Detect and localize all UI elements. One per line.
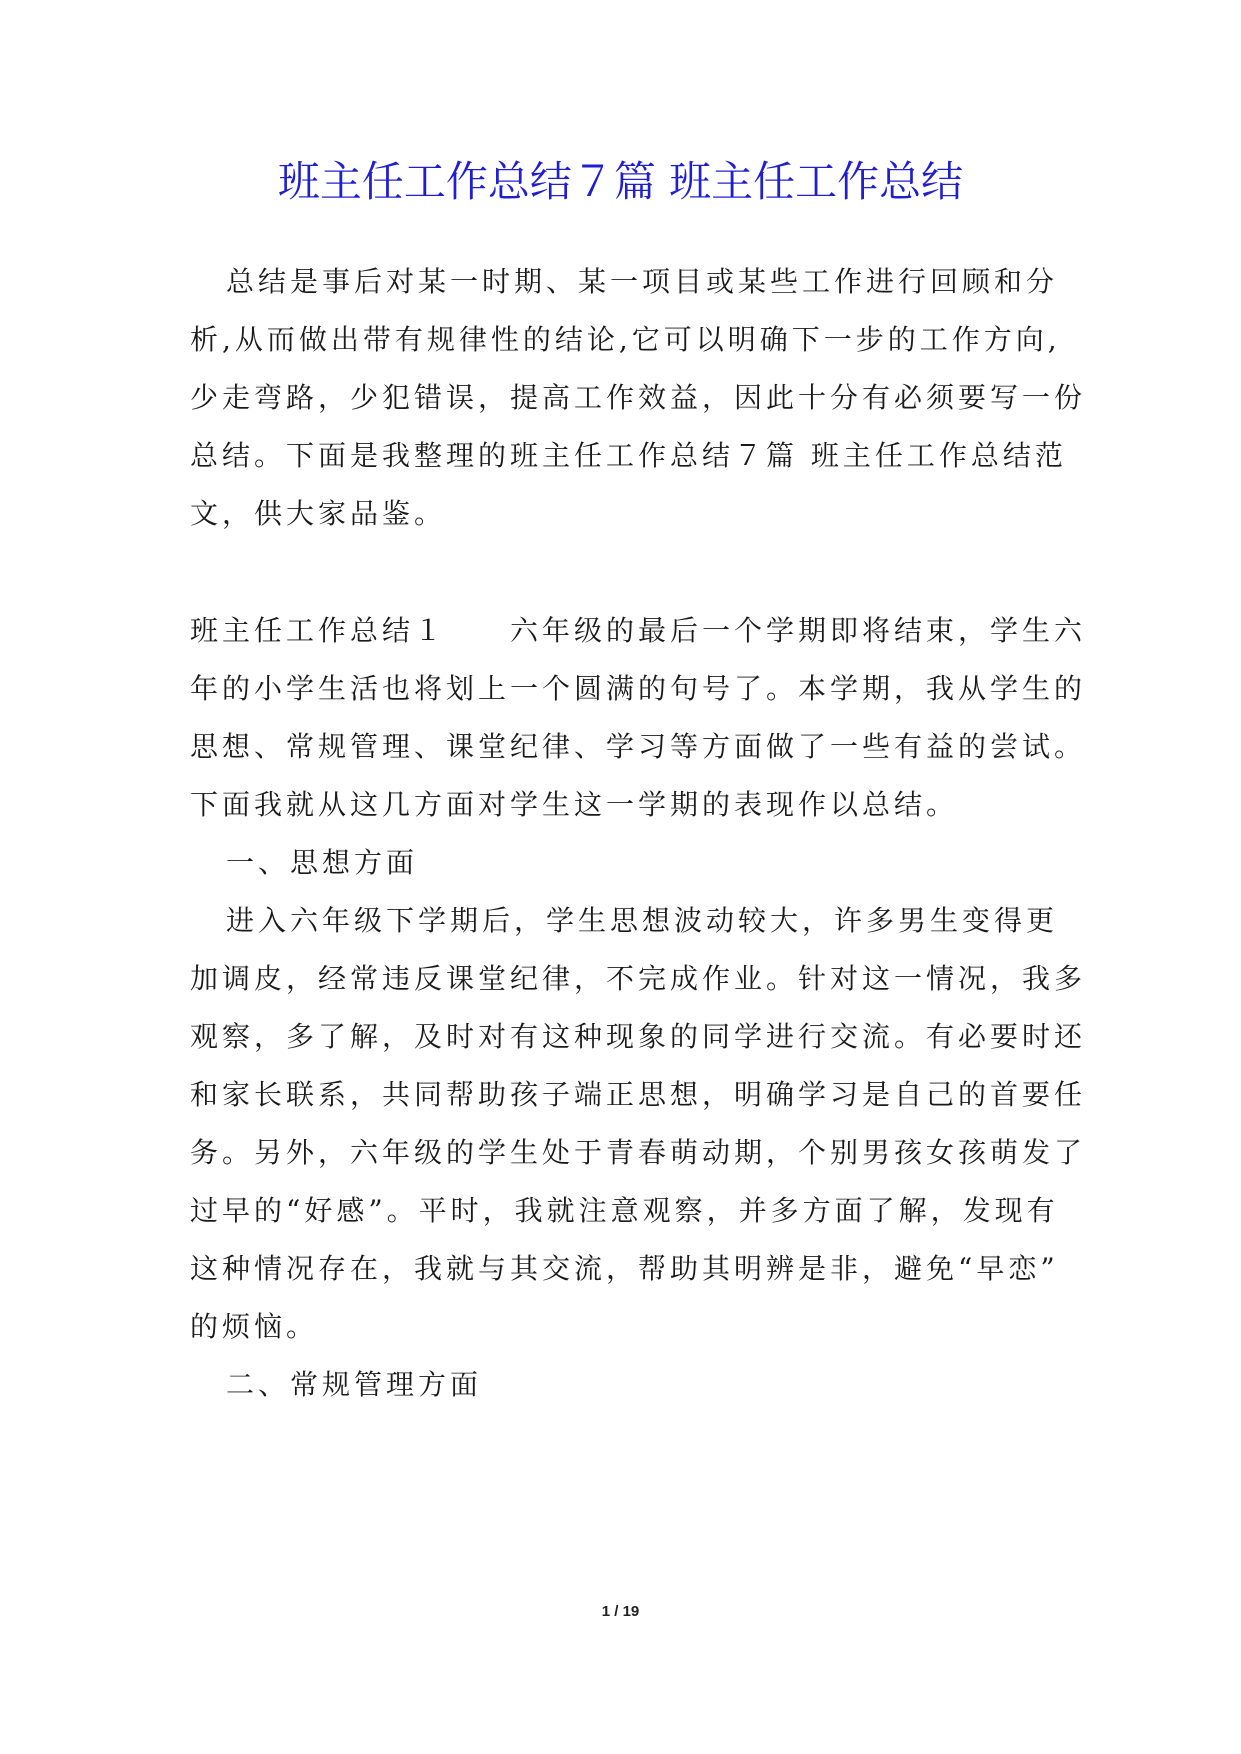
intro-line: 总结。下面是我整理的班主任工作总结７篇 班主任工作总结范 — [190, 439, 1067, 472]
intro-line: 析,从而做出带有规律性的结论,它可以明确下一步的工作方向, — [190, 323, 1061, 356]
subheading-thoughts: 一、思想方面 — [226, 846, 419, 879]
intro-line: 文，供大家品鉴。 — [190, 497, 447, 530]
section-1-line: 年的小学生活也将划上一个圆满的句号了。本学期，我从学生的 — [190, 672, 1087, 705]
intro-line: 少走弯路，少犯错误，提高工作效益，因此十分有必须要写一份 — [190, 381, 1087, 414]
paragraph-2-line: 观察，多了解，及时对有这种现象的同学进行交流。有必要时还 — [190, 1020, 1087, 1053]
intro-line: 总结是事后对某一时期、某一项目或某些工作进行回顾和分 — [226, 265, 1059, 298]
paragraph-2-line: 进入六年级下学期后，学生思想波动较大，许多男生变得更 — [226, 904, 1059, 937]
paragraph-2-line: 务。另外，六年级的学生处于青春萌动期，个别男孩女孩萌发了 — [190, 1136, 1087, 1169]
section-1-text: 六年级的最后一个学期即将结束，学生六 — [510, 614, 1087, 647]
paragraph-2-line: 这种情况存在，我就与其交流，帮助其明辨是非，避免“早恋” — [190, 1252, 1059, 1285]
section-1-first-line — [190, 611, 1086, 651]
paragraph-2-line: 的烦恼。 — [190, 1310, 319, 1343]
section-1-heading: 班主任工作总结１ — [190, 614, 447, 647]
section-1-line: 思想、常规管理、课堂纪律、学习等方面做了一些有益的尝试。 — [190, 730, 1087, 763]
paragraph-2-line: 加调皮，经常违反课堂纪律，不完成作业。针对这一情况，我多 — [190, 962, 1087, 995]
paragraph-2-line: 过早的“好感”。平时，我就注意观察，并多方面了解，发现有 — [190, 1194, 1059, 1227]
subheading-routine-management: 二、常规管理方面 — [226, 1368, 483, 1401]
section-1-line: 下面我就从这几方面对学生这一学期的表现作以总结。 — [190, 788, 959, 821]
page-number: 1 / 19 — [601, 1603, 640, 1620]
document-title: 班主任工作总结７篇 班主任工作总结 — [277, 157, 964, 206]
paragraph-2-line: 和家长联系，共同帮助孩子端正思想，明确学习是自己的首要任 — [190, 1078, 1087, 1111]
